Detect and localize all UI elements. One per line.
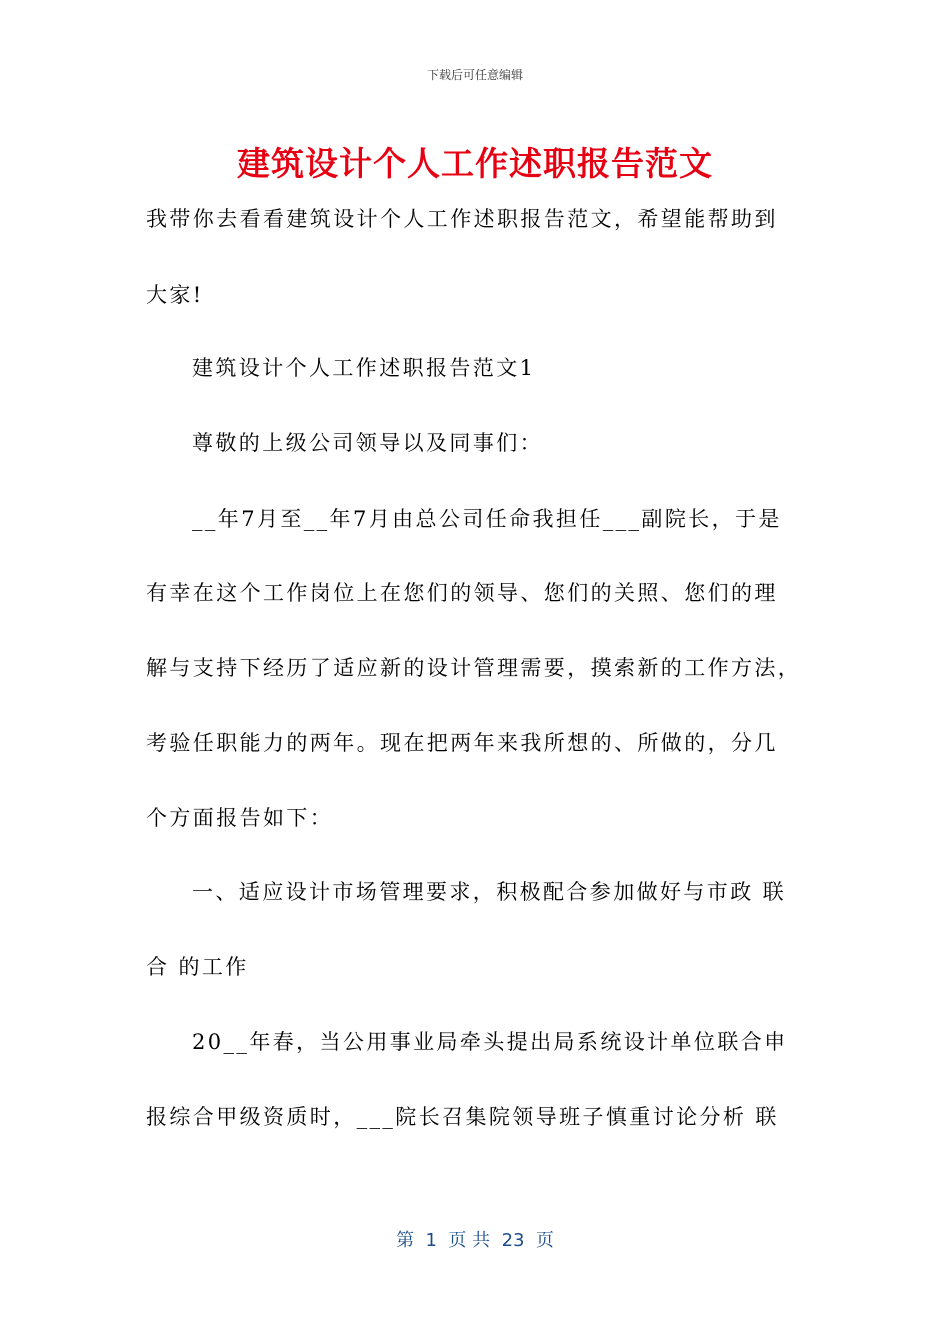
paragraph-line: __年7月至__年7月由总公司任命我担任___副院长，于是: [192, 507, 782, 531]
paragraph-line: 解与支持下经历了适应新的设计管理需要，摸索新的工作方法，: [146, 656, 802, 680]
section-heading: 建筑设计个人工作述职报告范文1: [192, 356, 536, 380]
paragraph-line: 我带你去看看建筑设计个人工作述职报告范文，希望能帮助到: [146, 207, 778, 231]
document-title: 建筑设计个人工作述职报告范文: [237, 144, 713, 183]
salutation: 尊敬的上级公司领导以及同事们：: [192, 431, 543, 455]
page-footer: 第 1 页 共 23 页: [396, 1230, 554, 1251]
paragraph-line: 20__年春，当公用事业局牵头提出局系统设计单位联合申: [192, 1030, 788, 1054]
header-note: 下载后可任意编辑: [426, 68, 523, 82]
subsection-heading: 一、适应设计市场管理要求，积极配合参加做好与市政 联: [192, 880, 787, 904]
paragraph-line: 报综合甲级资质时，___院长召集院领导班子慎重讨论分析 联: [146, 1105, 779, 1129]
paragraph-line: 个方面报告如下：: [146, 806, 334, 830]
paragraph-line: 合 的工作: [146, 955, 249, 979]
paragraph-line: 大家!: [146, 283, 204, 307]
paragraph-line: 有幸在这个工作岗位上在您们的领导、您们的关照、您们的理: [146, 581, 778, 605]
paragraph-line: 考验任职能力的两年。现在把两年来我所想的、所做的，分几: [146, 731, 778, 755]
